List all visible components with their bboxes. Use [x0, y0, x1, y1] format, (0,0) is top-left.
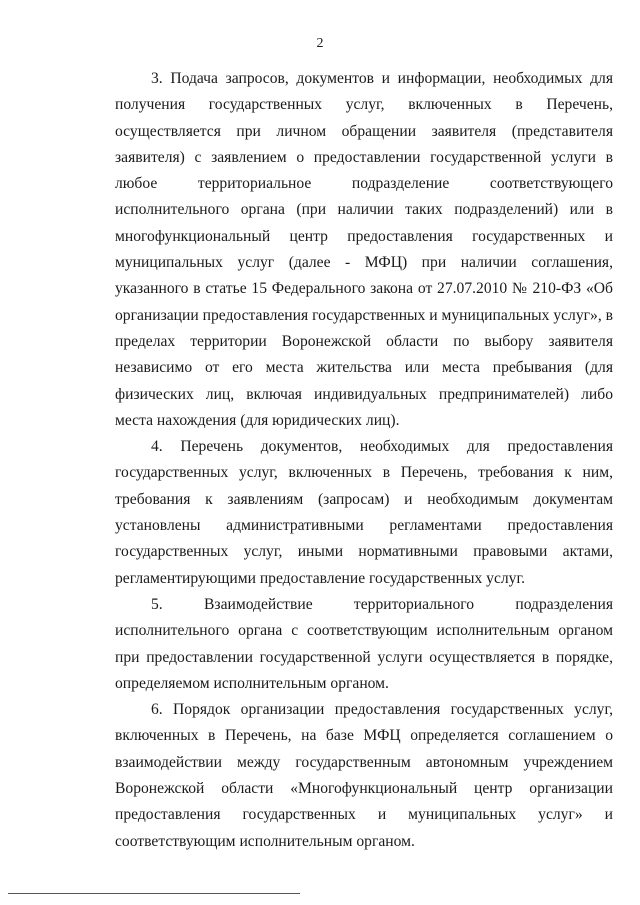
paragraph-3: 3. Подача запросов, документов и информации, необходимых для получения государственных услуг, включенных в Перечень, осуществляется при личном обращении заявителя (представителя заявителя) с заявлением о предоставлении государственной услуги в любое территориальное подразделение соответствующего исполнительного органа (при наличии таких подразделений) или в многофункциональный центр предоставления государственных и муниципальных услуг (далее - МФЦ) при наличии соглашения, указанного в статье 15 Федерального закона от 27.07.2010 № 210-ФЗ «Об организации предоставления государственных и муниципальных услуг», в пределах территории Воронежской области по выбору заявителя независимо от его места жительства или места пребывания (для физических лиц, включая индивидуальных предпринимателей) либо места нахождения (для юридических лиц). [115, 70, 613, 429]
paragraph-5: 5. Взаимодействие территориального подразделения исполнительного органа с соответствующим исполнительным органом при предоставлении государственной услуги осуществляется в порядке, определяемом исполнительным органом. [115, 595, 613, 692]
document-body [115, 66, 613, 855]
paragraph-4: 4. Перечень документов, необходимых для предоставления государственных услуг, включенных в Перечень, требования к ним, требования к заявлениям (запросам) и необходимым документам установлены административными регламентами предоставления государственных услуг, иными нормативными правовыми актами, регламентирующими предоставление государственных услуг. [115, 438, 613, 587]
page-number: 2 [316, 36, 324, 51]
footer-divider [8, 893, 300, 894]
paragraph-6: 6. Порядок организации предоставления государственных услуг, включенных в Перечень, на базе МФЦ определяется соглашением о взаимодействии между государственным автономным учреждением Воронежской области «Многофункциональный центр организации предоставления государственных и муниципальных услуг» и соответствующим исполнительным органом. [115, 701, 613, 850]
